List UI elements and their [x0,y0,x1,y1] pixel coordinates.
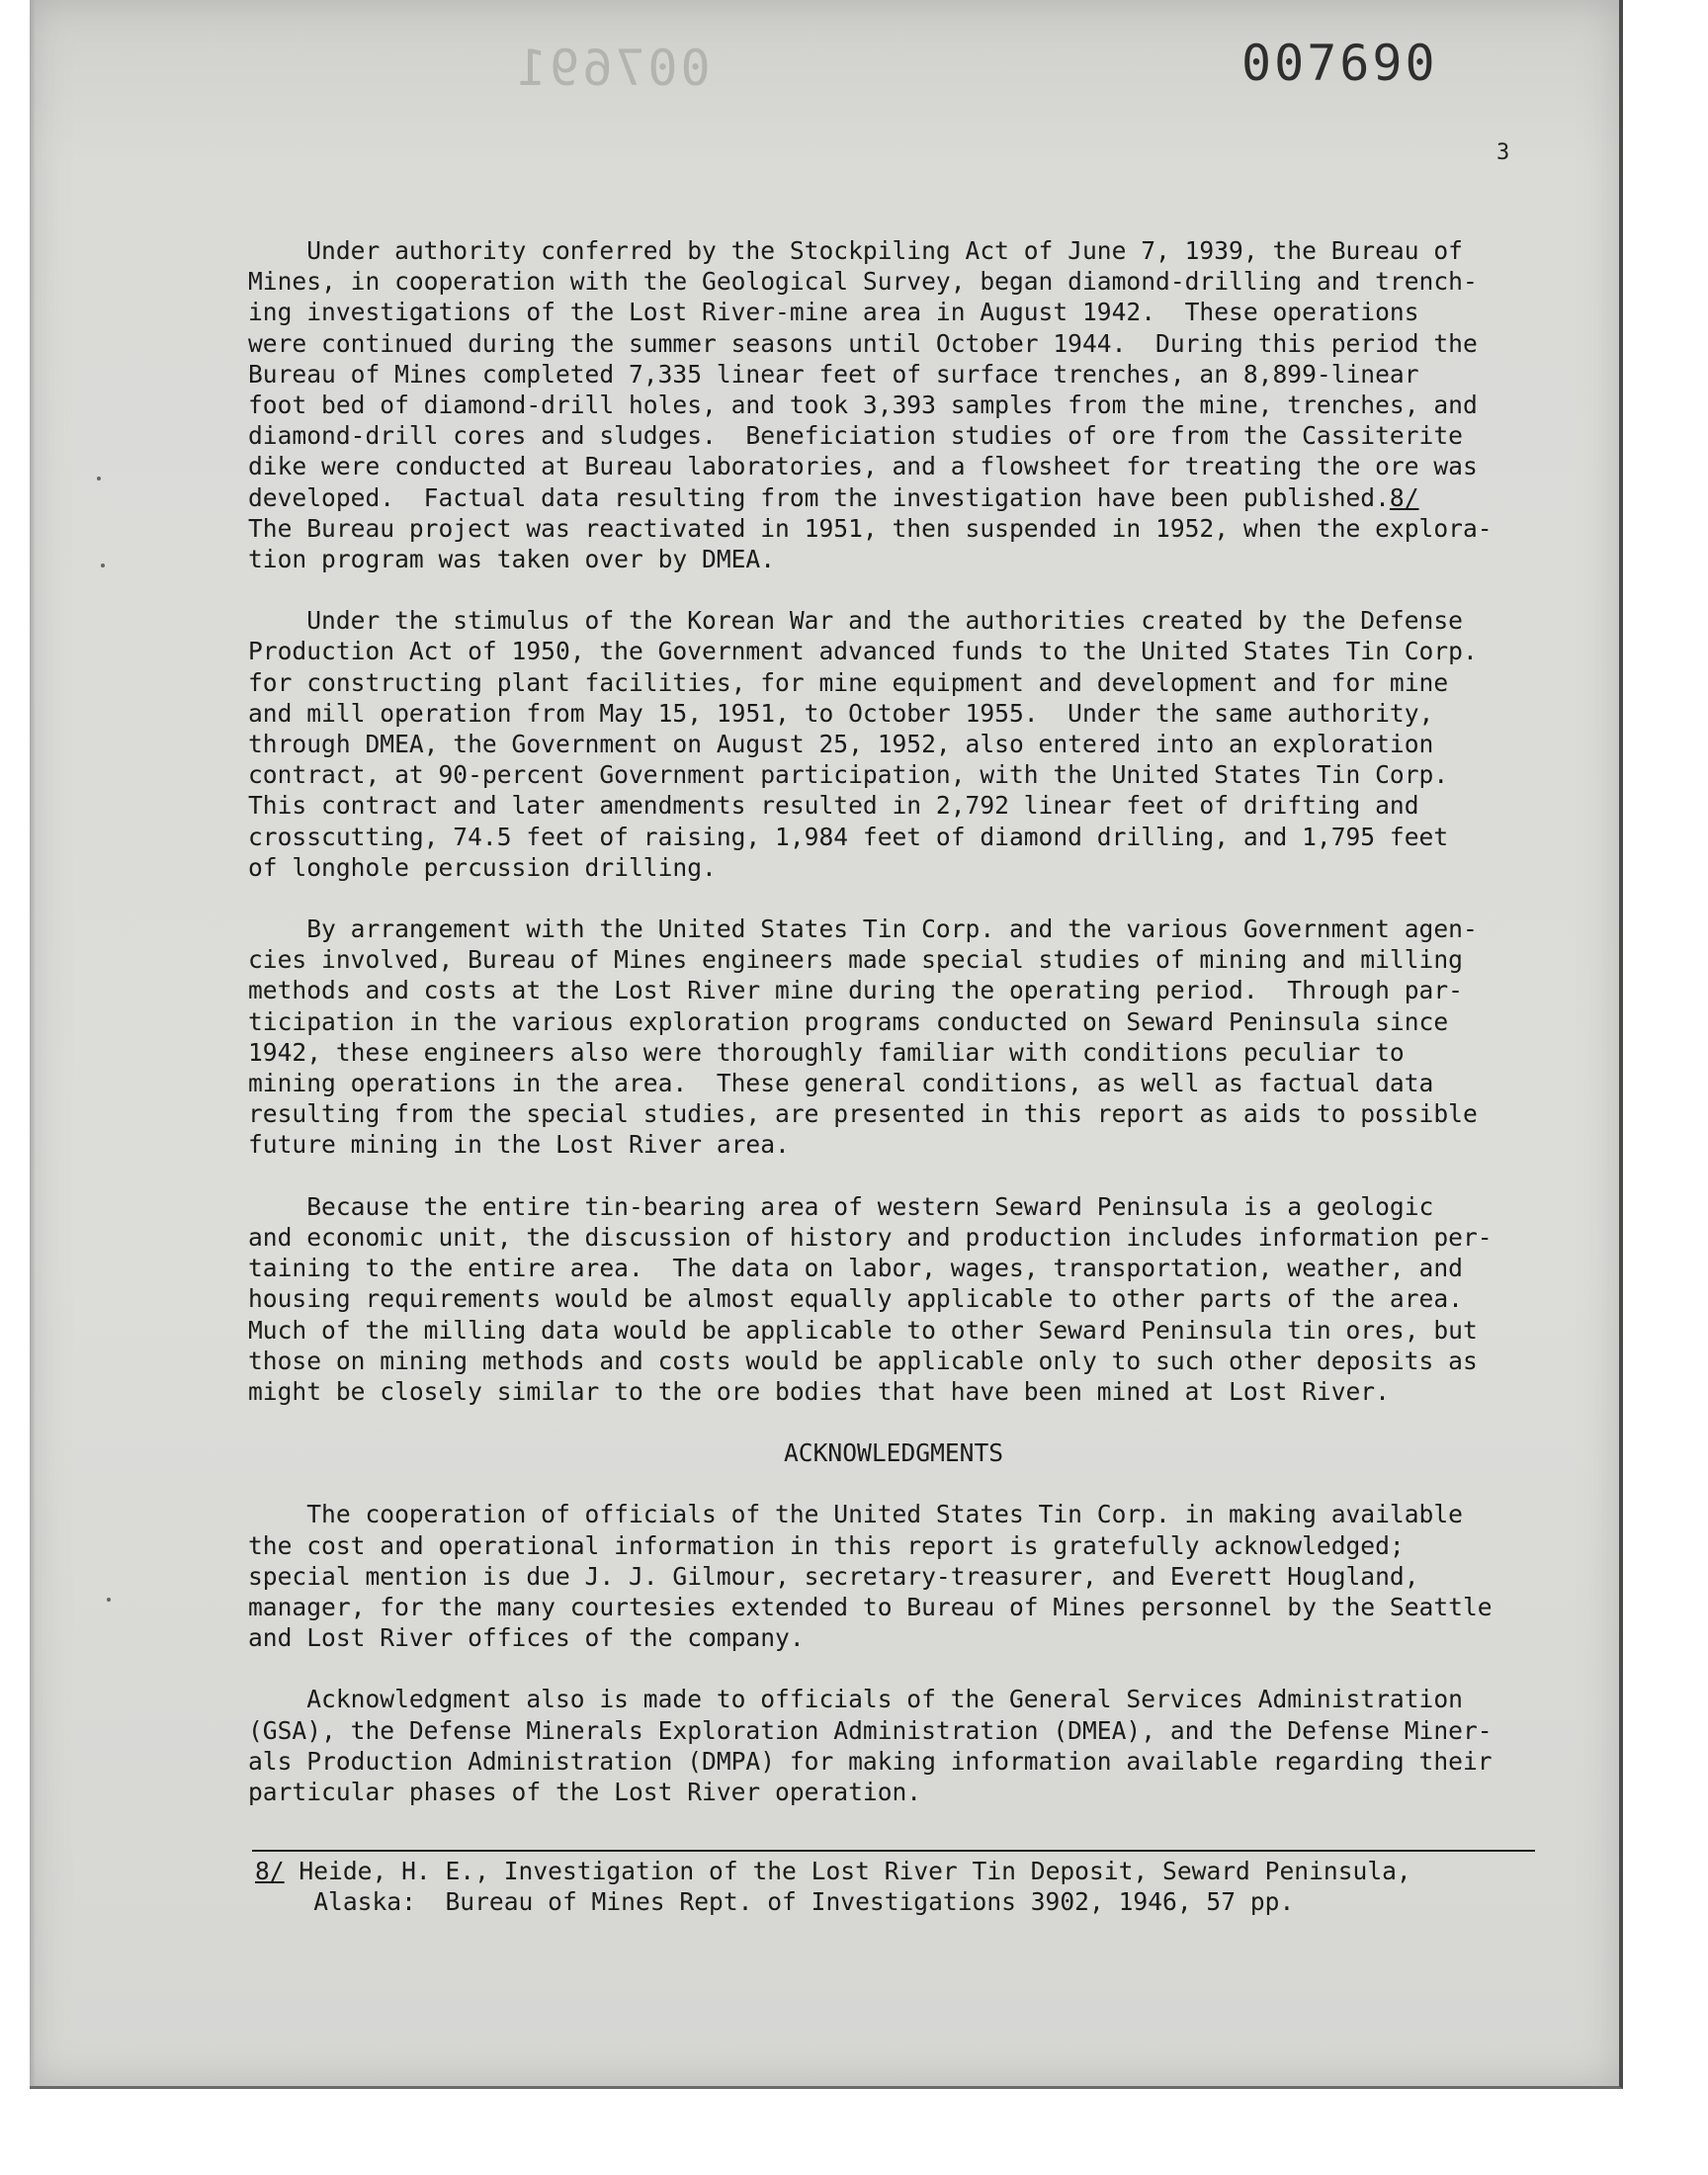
paragraph-tin-bearing-area: Because the entire tin-bearing area of western Seward Peninsula is a geologic and economic unit, the discussion of history and production includes information per- taining to the entire area. The data on labor, wages, transportation, weather, and housing requirements would be almost equally applicable to other parts of the area. Much of the milling data would be applicable to other Seward Peninsula tin ores, but those on mining methods and costs would be applicable only to such other deposits as might be closely similar to the ore bodies that have been mined at Lost River. [248,1191,1493,1406]
body-text [248,235,1533,1838]
paragraph-arrangement: By arrangement with the United States Tin Corp. and the various Government agen- cies involved, Bureau of Mines engineers made special studies of mining and milling methods and costs at the Lost River mine during the operating period. Through par- ticipation in the various exploration programs conducted on Seward Peninsula since 1942, these engineers also were thoroughly familiar with conditions peculiar to mining operations in the area. These general conditions, as well as factual data resulting from the special studies, are presented in this report as aids to possible future mining in the Lost River area. [248,914,1478,1160]
footnote [255,1856,1411,1917]
paragraph-acknowledgment-agencies: Acknowledgment also is made to officials of the General Services Administration (GSA), the Defense Minerals Exploration Administration (DMEA), and the Defense Miner- als Production Administration (DMPA) for making information available regarding their particular phases of the Lost River operation. [248,1685,1493,1806]
paragraph-korean-war: Under the stimulus of the Korean War and the authorities created by the Defense Production Act of 1950, the Government advanced funds to the United States Tin Corp. for constructing plant facilities, for mine equipment and development and for mine and mill operation from May 15, 1951, to October 1955. Under the same authority, through DMEA, the Government on August 25, 1952, also entered into an exploration contract, at 90-percent Government participation, with the United States Tin Corp. This contract and later amendments resulted in 2,792 linear feet of drifting and crosscutting, 74.5 feet of raising, 1,984 feet of diamond drilling, and 1,795 feet of longhole percussion drilling. [248,606,1478,882]
bleed-through-document-number: 007691 [514,40,711,97]
paragraph-acknowledgment-cooperation: The cooperation of officials of the United States Tin Corp. in making available the cost and operational information in this report is gratefully acknowledged; special mention is due J. J. Gilmour, secretary-treasurer, and Everett Hougland, manager, for the many courtesies extended to Bureau of Mines personnel by the Seattle and Lost River offices of the company. [248,1500,1493,1653]
scan-speck [97,477,101,480]
scan-speck [107,1598,111,1602]
footnote-divider [252,1850,1535,1852]
footnote-line-1: Heide, H. E., Investigation of the Lost River Tin Deposit, Seward Peninsula, [284,1857,1411,1885]
acknowledgments-heading: ACKNOWLEDGMENTS [784,1438,1004,1468]
footnote-number: 8/ [255,1857,285,1885]
document-number-stamp: 007690 [1241,35,1438,92]
paragraph-history: Under authority conferred by the Stockpiling Act of June 7, 1939, the Bureau of Mines, in cooperation with the Geological Survey, began diamond-drilling and trench- ing investigations of the Lost River-mine area in August 1942. These operations were continued during the summer seasons until October 1944. During this period the Bureau of Mines completed 7,335 linear feet of surface trenches, an 8,899-linear foot bed of diamond-drill holes, and took 3,393 samples from the mine, trenches, and diamond-drill cores and sludges. Beneficiation studies of ore from the Cassiterite dike were conducted at Bureau laboratories, and a flowsheet for treating the ore was developed. Factual data resulting from the investigation have been published.8/ The Bureau project was reactivated in 1951, then suspended in 1952, when the explora- tion program was taken over by DMEA. [248,236,1493,574]
scan-speck [101,564,105,567]
page-number: 3 [1496,140,1510,165]
footnote-reference: 8/ [1389,482,1419,512]
footnote-line-2: Alaska: Bureau of Mines Rept. of Investigations 3902, 1946, 57 pp. [255,1887,1295,1917]
